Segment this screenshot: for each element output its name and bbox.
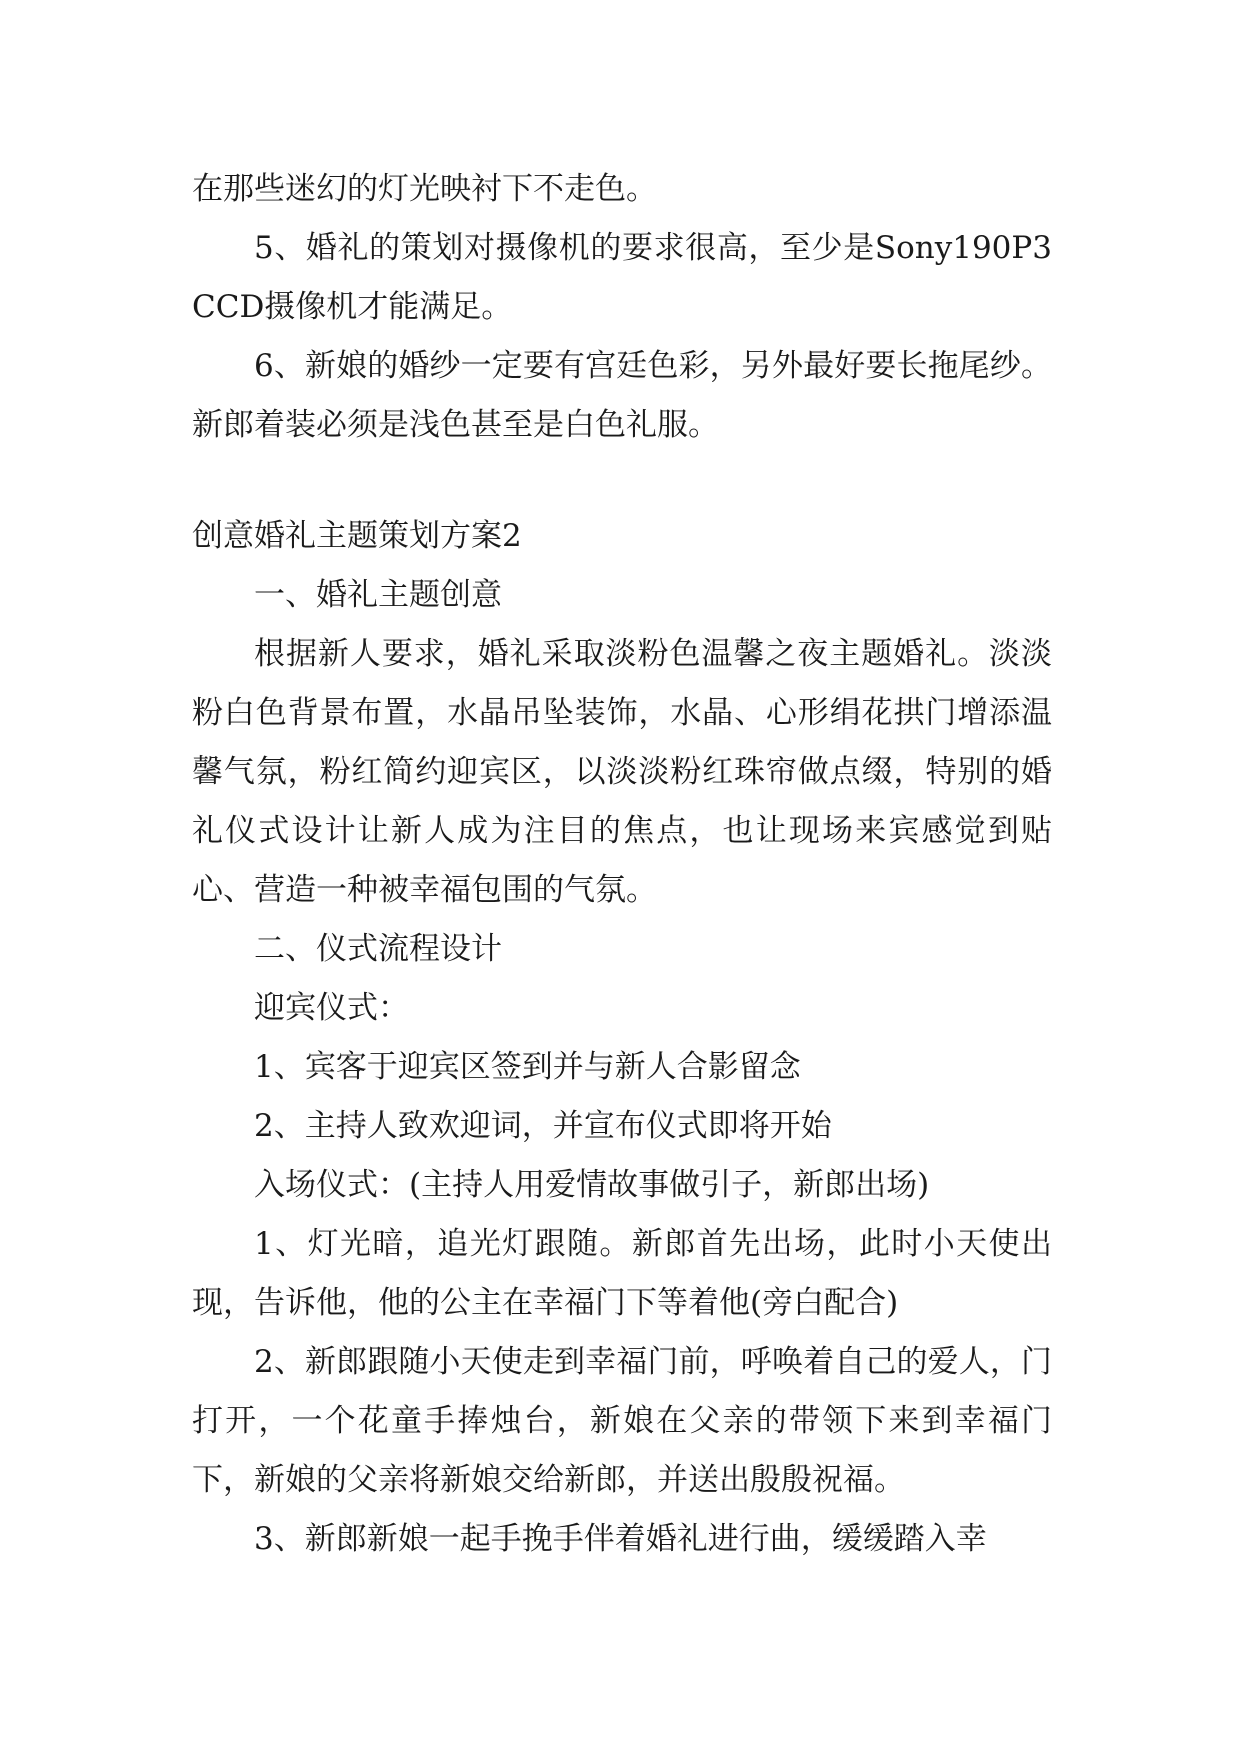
entrance-step-2: 2、新郎跟随小天使走到幸福门前，呼唤着自己的爱人，门打开，一个花童手捧烛台，新娘在父亲的带领下来到幸福门下，新娘的父亲将新娘交给新郎，并送出殷殷祝福。 bbox=[192, 1344, 1052, 1498]
subheading-entrance-ceremony: 入场仪式：(主持人用爱情故事做引子，新郎出场) bbox=[254, 1167, 930, 1203]
paragraph-continuation: 在那些迷幻的灯光映衬下不走色。 bbox=[192, 171, 657, 207]
paragraph-item-5: 5、婚礼的策划对摄像机的要求很高，至少是Sony190P3CCD摄像机才能满足。 bbox=[192, 230, 1052, 325]
paragraph-item-6: 6、新娘的婚纱一定要有宫廷色彩，另外最好要长拖尾纱。新郎着装必须是浅色甚至是白色礼服。 bbox=[192, 348, 1052, 443]
heading-ceremony-flow: 二、仪式流程设计 bbox=[254, 931, 502, 967]
heading-theme-idea: 一、婚礼主题创意 bbox=[254, 577, 502, 613]
document-body bbox=[192, 160, 1052, 1569]
subheading-welcome-ceremony: 迎宾仪式： bbox=[254, 990, 409, 1026]
welcome-step-2: 2、主持人致欢迎词，并宣布仪式即将开始 bbox=[254, 1108, 832, 1144]
paragraph-theme-description: 根据新人要求，婚礼采取淡粉色温馨之夜主题婚礼。淡淡粉白色背景布置，水晶吊坠装饰，水晶、心形绢花拱门增添温馨气氛，粉红简约迎宾区，以淡淡粉红珠帘做点缀，特别的婚礼仪式设计让新人成为注目的焦点，也让现场来宾感觉到贴心、营造一种被幸福包围的气氛。 bbox=[192, 636, 1052, 908]
section-title: 创意婚礼主题策划方案2 bbox=[192, 518, 522, 554]
welcome-step-1: 1、宾客于迎宾区签到并与新人合影留念 bbox=[254, 1049, 801, 1085]
entrance-step-1: 1、灯光暗，追光灯跟随。新郎首先出场，此时小天使出现，告诉他，他的公主在幸福门下等着他(旁白配合) bbox=[192, 1226, 1052, 1321]
entrance-step-3: 3、新郎新娘一起手挽手伴着婚礼进行曲，缓缓踏入幸 bbox=[254, 1521, 987, 1557]
